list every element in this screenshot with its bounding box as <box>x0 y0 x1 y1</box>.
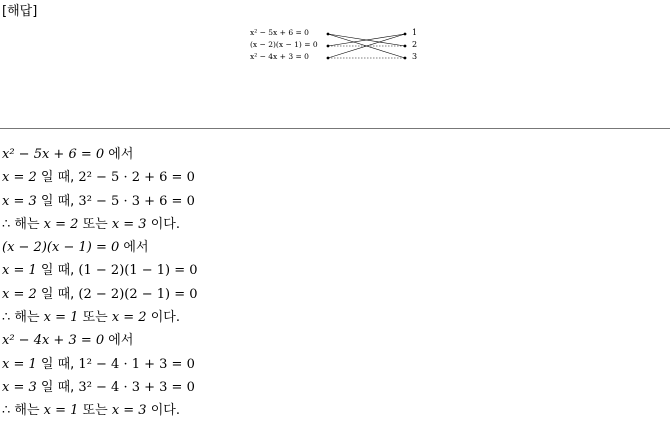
connector-text: 일 때, <box>36 193 79 209</box>
connector-text: 해는 <box>14 216 44 232</box>
solution-line-8 <box>2 306 662 329</box>
matching-equation-3: x² − 4x + 3 = 0 <box>250 52 309 61</box>
connector-text: 또는 <box>78 216 112 232</box>
section-divider <box>0 128 670 129</box>
matching-answer-1: 1 <box>412 28 418 37</box>
connector-text: 일 때, <box>36 356 79 372</box>
condition-text: x = 3 <box>2 379 37 395</box>
therefore-symbol: ∴ <box>2 216 15 232</box>
therefore-symbol: ∴ <box>2 310 15 326</box>
solution-line-3 <box>2 190 662 213</box>
solution-line-5 <box>2 236 662 259</box>
check-text: (1 − 2)(1 − 1) = 0 <box>78 263 198 279</box>
matching-answer-2: 2 <box>412 40 418 49</box>
equation-text: x² − 5x + 6 = 0 <box>2 147 105 162</box>
connector-text: 해는 <box>14 403 44 419</box>
matching-lines <box>250 28 430 70</box>
solution-line-10 <box>2 353 662 376</box>
equation-text: x² − 4x + 3 = 0 <box>2 333 105 349</box>
connector-text: 에서 <box>104 147 134 162</box>
root-text: x = 3 <box>111 216 147 232</box>
check-text: 1² − 4 · 1 + 3 = 0 <box>78 356 195 372</box>
condition-text: x = 2 <box>2 170 37 186</box>
answer-header: [해답] <box>2 4 38 19</box>
condition-text: x = 1 <box>2 356 37 372</box>
solution-line-7 <box>2 283 662 306</box>
check-text: 3² − 4 · 3 + 3 = 0 <box>78 379 195 395</box>
connector-text: 일 때, <box>36 263 79 279</box>
matching-diagram <box>250 28 430 70</box>
check-text: 3² − 5 · 3 + 6 = 0 <box>78 193 195 209</box>
root-text: x = 2 <box>111 310 147 326</box>
therefore-symbol: ∴ <box>2 403 15 419</box>
condition-text: x = 3 <box>2 193 37 209</box>
solution-line-4 <box>2 213 662 236</box>
condition-text: x = 1 <box>2 263 37 279</box>
solution-line-6 <box>2 259 662 282</box>
connector-text: 에서 <box>119 240 149 256</box>
connector-text: 일 때, <box>36 170 79 186</box>
root-text: x = 1 <box>43 310 79 326</box>
condition-text: x = 2 <box>2 286 37 302</box>
root-text: x = 2 <box>43 216 79 232</box>
connector-text: 또는 <box>78 310 112 326</box>
solution-line-9 <box>2 329 662 352</box>
matching-equation-2: (x − 2)(x − 1) = 0 <box>250 40 318 49</box>
connector-text: 일 때, <box>36 286 79 302</box>
check-text: 2² − 5 · 2 + 6 = 0 <box>78 170 195 186</box>
connector-text: 해는 <box>14 310 44 326</box>
connector-text: 이다. <box>146 216 180 232</box>
solution-body <box>2 143 662 423</box>
root-text: x = 3 <box>111 403 147 419</box>
solution-line-1 <box>2 143 662 166</box>
solution-line-11 <box>2 376 662 399</box>
connector-text: 이다. <box>146 310 180 326</box>
connector-text: 이다. <box>146 403 180 419</box>
matching-answer-3: 3 <box>412 52 418 61</box>
connector-text: 일 때, <box>36 379 79 395</box>
solution-line-12 <box>2 399 662 422</box>
equation-text: (x − 2)(x − 1) = 0 <box>2 240 120 256</box>
matching-equation-1: x² − 5x + 6 = 0 <box>250 28 309 37</box>
connector-text: 에서 <box>104 333 134 349</box>
root-text: x = 1 <box>43 403 79 419</box>
connector-text: 또는 <box>78 403 112 419</box>
solution-line-2 <box>2 166 662 189</box>
check-text: (2 − 2)(2 − 1) = 0 <box>78 286 198 302</box>
